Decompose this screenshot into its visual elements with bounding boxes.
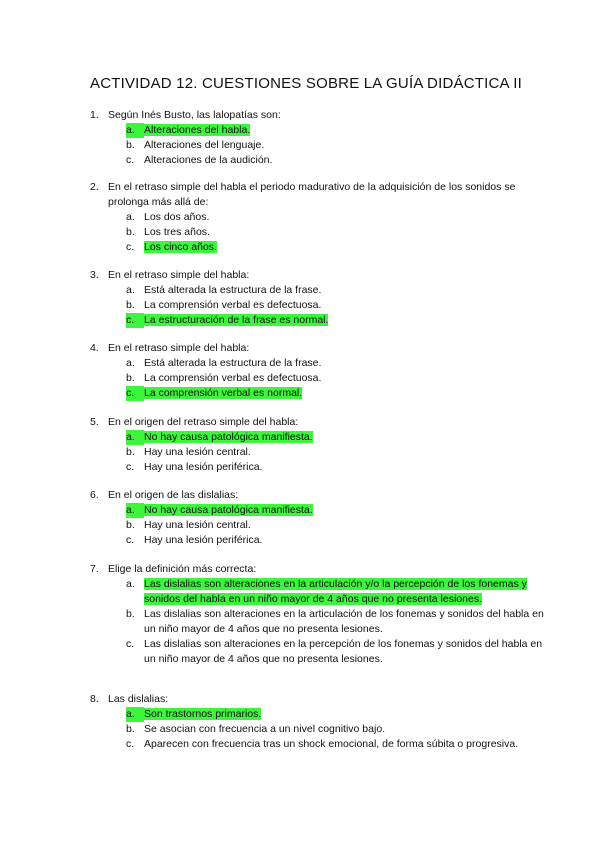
option-b bbox=[126, 371, 550, 386]
option-letter: a. bbox=[126, 707, 144, 722]
option-a bbox=[126, 283, 550, 298]
question-number: 8. bbox=[90, 693, 99, 705]
option-c bbox=[126, 313, 550, 328]
option-letter: b. bbox=[126, 299, 135, 311]
option-letter: a. bbox=[126, 284, 135, 296]
option-b bbox=[126, 722, 550, 737]
option-a bbox=[126, 430, 550, 445]
option-letter: c. bbox=[126, 313, 144, 328]
option-letter: b. bbox=[126, 608, 135, 620]
option-list bbox=[90, 356, 550, 401]
question-3 bbox=[90, 268, 550, 328]
option-text-correct: Los cinco años. bbox=[144, 241, 217, 253]
option-b bbox=[126, 225, 550, 240]
question-number: 6. bbox=[90, 489, 99, 501]
option-letter: b. bbox=[126, 372, 135, 384]
question-8 bbox=[90, 692, 550, 752]
option-text: Hay una lesión central. bbox=[144, 519, 251, 531]
question-text: En el origen de las dislalias: bbox=[108, 489, 239, 501]
option-list bbox=[90, 577, 550, 667]
option-b bbox=[126, 138, 550, 153]
option-a bbox=[126, 123, 550, 138]
option-a bbox=[126, 210, 550, 225]
option-letter: b. bbox=[126, 139, 135, 151]
option-text-correct: La estructuración de la frase es normal. bbox=[144, 314, 329, 326]
question-text: Según Inés Busto, las lalopatías son: bbox=[108, 109, 281, 121]
option-text: Hay una lesión periférica. bbox=[144, 461, 263, 473]
option-b bbox=[126, 607, 550, 637]
option-list bbox=[90, 210, 550, 255]
question-4 bbox=[90, 341, 550, 401]
option-text-correct: Son trastornos primarios. bbox=[144, 708, 262, 720]
question-number: 4. bbox=[90, 342, 99, 354]
option-text-correct: No hay causa patológica manifiesta. bbox=[144, 504, 313, 516]
question-number: 1. bbox=[90, 109, 99, 121]
option-letter: b. bbox=[126, 446, 135, 458]
question-5 bbox=[90, 415, 550, 475]
option-text: Las dislalias son alteraciones en la articulación de los fonemas y sonidos del habla en un niño mayor de 4 años que no presenta lesiones. bbox=[144, 608, 544, 635]
option-c bbox=[126, 240, 550, 255]
option-letter: a. bbox=[126, 503, 144, 518]
question-text: En el retraso simple del habla: bbox=[108, 269, 250, 281]
option-list bbox=[90, 430, 550, 475]
option-a bbox=[126, 577, 550, 607]
option-b bbox=[126, 445, 550, 460]
option-text-correct: Las dislalias son alteraciones en la articulación y/o la percepción de los fonemas y sonidos del habla en un niño mayor de 4 años que no presenta lesiones. bbox=[144, 578, 527, 605]
question-text: En el retraso simple del habla: bbox=[108, 342, 250, 354]
option-text: Los dos años. bbox=[144, 211, 210, 223]
option-letter: b. bbox=[126, 723, 135, 735]
option-letter: c. bbox=[126, 738, 135, 750]
option-list bbox=[90, 707, 550, 752]
option-list bbox=[90, 283, 550, 328]
option-text: Aparecen con frecuencia tras un shock emocional, de forma súbita o progresiva. bbox=[144, 738, 519, 750]
option-text: Está alterada la estructura de la frase. bbox=[144, 357, 322, 369]
option-text: La comprensión verbal es defectuosa. bbox=[144, 372, 322, 384]
option-list bbox=[90, 123, 550, 168]
option-b bbox=[126, 298, 550, 313]
question-2 bbox=[90, 180, 550, 255]
option-letter: a. bbox=[126, 357, 135, 369]
option-letter: c. bbox=[126, 534, 135, 546]
question-number: 5. bbox=[90, 416, 99, 428]
question-6 bbox=[90, 488, 550, 548]
option-letter: b. bbox=[126, 519, 135, 531]
question-text: En el origen del retraso simple del habla: bbox=[108, 416, 299, 428]
option-c bbox=[126, 737, 550, 752]
option-a bbox=[126, 356, 550, 371]
option-b bbox=[126, 518, 550, 533]
question-1 bbox=[90, 108, 550, 168]
option-letter: c. bbox=[126, 638, 135, 650]
option-letter: a. bbox=[126, 430, 144, 445]
question-number: 3. bbox=[90, 269, 99, 281]
option-text-correct: No hay causa patológica manifiesta. bbox=[144, 431, 313, 443]
option-text: Alteraciones de la audición. bbox=[144, 154, 273, 166]
option-list bbox=[90, 503, 550, 548]
option-letter: a. bbox=[126, 123, 144, 138]
option-text-correct: Alteraciones del habla. bbox=[144, 124, 251, 136]
option-text: Hay una lesión central. bbox=[144, 446, 251, 458]
question-text: En el retraso simple del habla el periodo madurativo de la adquisición de los sonidos se prolonga más allá de: bbox=[108, 181, 516, 208]
option-text: Hay una lesión periférica. bbox=[144, 534, 263, 546]
page-title: ACTIVIDAD 12. CUESTIONES SOBRE LA GUÍA DIDÁCTICA II bbox=[90, 75, 522, 92]
option-text: Alteraciones del lenguaje. bbox=[144, 139, 265, 151]
option-text: Las dislalias son alteraciones en la percepción de los fonemas y sonidos del habla en un niño mayor de 4 años que no presenta lesiones. bbox=[144, 638, 543, 665]
option-c bbox=[126, 153, 550, 168]
option-c bbox=[126, 386, 550, 401]
option-letter: c. bbox=[126, 386, 144, 401]
option-text: Está alterada la estructura de la frase. bbox=[144, 284, 322, 296]
option-c bbox=[126, 533, 550, 548]
option-a bbox=[126, 707, 550, 722]
option-letter: c. bbox=[126, 461, 135, 473]
option-letter: a. bbox=[126, 211, 135, 223]
question-7 bbox=[90, 562, 550, 667]
option-letter: c. bbox=[126, 154, 135, 166]
option-letter: c. bbox=[126, 241, 135, 253]
option-letter: a. bbox=[126, 578, 135, 590]
question-text: Las dislalias: bbox=[108, 693, 169, 705]
option-a bbox=[126, 503, 550, 518]
option-text: Se asocian con frecuencia a un nivel cognitivo bajo. bbox=[144, 723, 386, 735]
question-number: 2. bbox=[90, 181, 99, 193]
option-text: La comprensión verbal es defectuosa. bbox=[144, 299, 322, 311]
question-number: 7. bbox=[90, 563, 99, 575]
option-c bbox=[126, 637, 550, 667]
question-text: Elige la definición más correcta: bbox=[108, 563, 257, 575]
option-c bbox=[126, 460, 550, 475]
option-letter: b. bbox=[126, 226, 135, 238]
option-text: Los tres años. bbox=[144, 226, 210, 238]
option-text-correct: La comprensión verbal es normal. bbox=[144, 387, 303, 399]
